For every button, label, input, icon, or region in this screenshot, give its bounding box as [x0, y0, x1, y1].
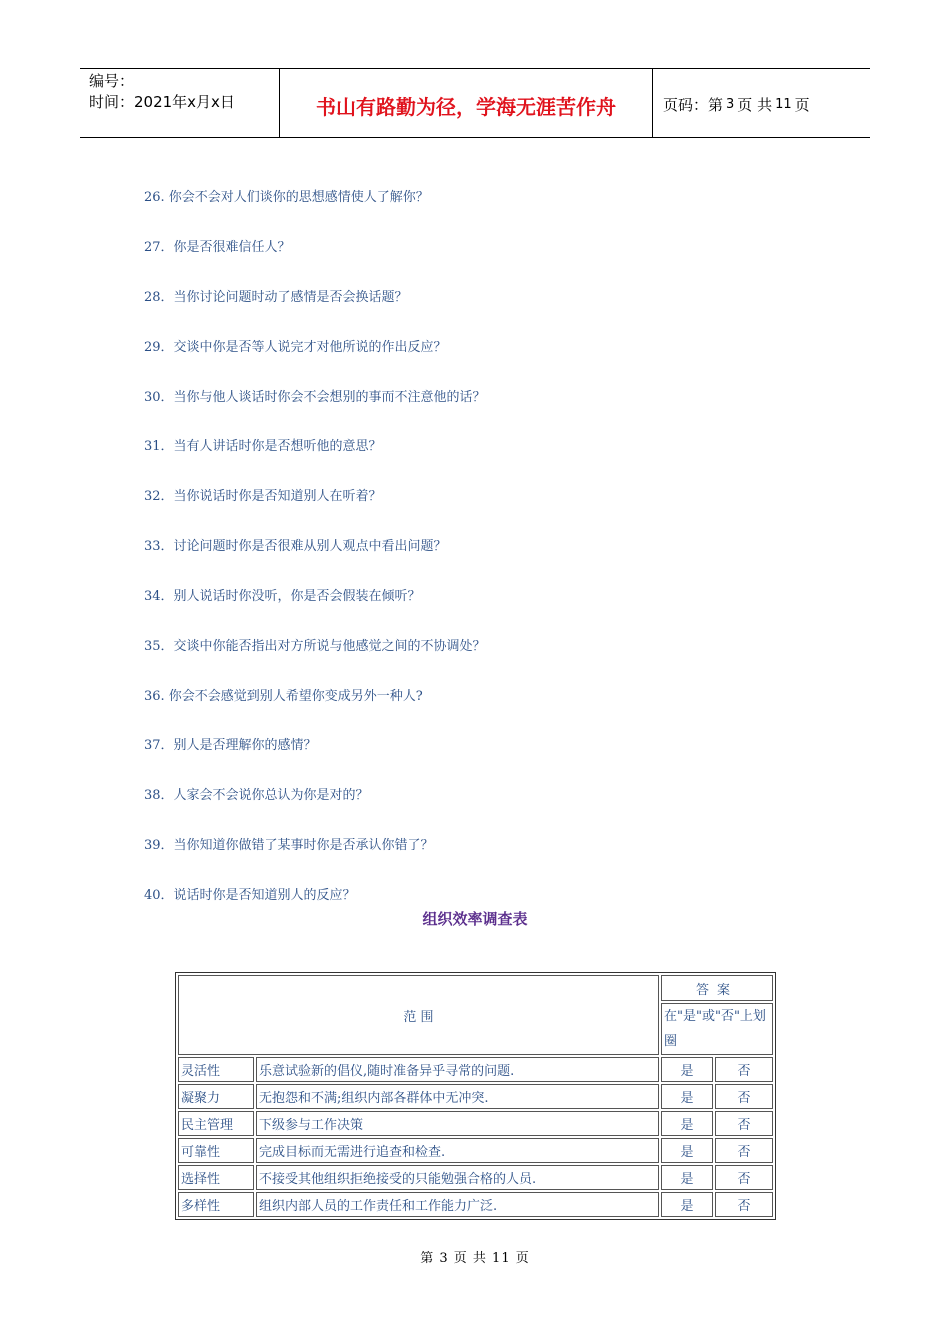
row-category: 民主管理	[178, 1111, 254, 1136]
no-option[interactable]: 否	[715, 1165, 773, 1190]
table-row	[178, 1138, 773, 1163]
no-option[interactable]: 否	[715, 1057, 773, 1082]
page-suffix: 页	[794, 95, 810, 114]
survey-title: 组织效率调查表	[422, 910, 528, 928]
row-description: 完成目标而无需进行追查和检查.	[256, 1138, 659, 1163]
row-description: 下级参与工作决策	[256, 1111, 659, 1136]
question-30: 30．当你与他人谈话时你会不会想别的事而不注意他的话？	[144, 390, 486, 405]
row-category: 凝聚力	[178, 1084, 254, 1109]
no-option[interactable]: 否	[715, 1138, 773, 1163]
question-38: 38．人家会不会说你总认为你是对的？	[144, 788, 369, 803]
question-31: 31．当有人讲话时你是否想听他的意思？	[144, 439, 382, 454]
question-33: 33．讨论问题时你是否很难从别人观点中看出问题？	[144, 539, 447, 554]
page-mid: 页 共	[737, 95, 773, 114]
row-category: 可靠性	[178, 1138, 254, 1163]
question-28: 28．当你讨论问题时动了感情是否会换话题？	[144, 290, 408, 305]
row-description: 乐意试验新的倡仪,随时准备异乎寻常的问题.	[256, 1057, 659, 1082]
answer-note: 在"是"或"否"上划圈	[661, 1003, 773, 1055]
code-label: 编号：	[89, 72, 135, 90]
table-row	[178, 1084, 773, 1109]
row-description: 组织内部人员的工作责任和工作能力广泛.	[256, 1192, 659, 1217]
question-40: 40．说话时你是否知道别人的反应？	[144, 888, 356, 903]
page-prefix: 页码：第	[663, 95, 724, 114]
header-page-info	[653, 69, 870, 137]
time-label: 时间：2021年x月x日	[89, 93, 235, 111]
yes-option[interactable]: 是	[661, 1084, 713, 1109]
table-row	[178, 1192, 773, 1217]
yes-option[interactable]: 是	[661, 1111, 713, 1136]
question-26: 26. 你会不会对人们谈你的思想感情使人了解你？	[144, 190, 429, 205]
header-motto: 书山有路勤为径，学海无涯苦作舟	[280, 69, 653, 137]
page-footer: 第 3 页 共 11 页	[420, 1251, 530, 1266]
row-category: 灵活性	[178, 1057, 254, 1082]
header-meta	[80, 69, 280, 137]
range-header: 范 围	[178, 975, 659, 1055]
question-32: 32．当你说话时你是否知道别人在听着？	[144, 489, 382, 504]
row-category: 选择性	[178, 1165, 254, 1190]
page-header	[80, 68, 870, 138]
no-option[interactable]: 否	[715, 1084, 773, 1109]
table-row	[178, 1165, 773, 1190]
yes-option[interactable]: 是	[661, 1165, 713, 1190]
table-row	[178, 1111, 773, 1136]
table-row	[178, 1057, 773, 1082]
no-option[interactable]: 否	[715, 1192, 773, 1217]
no-option[interactable]: 否	[715, 1111, 773, 1136]
yes-option[interactable]: 是	[661, 1138, 713, 1163]
yes-option[interactable]: 是	[661, 1192, 713, 1217]
question-36: 36. 你会不会感觉到别人希望你变成另外一种人?	[144, 689, 423, 704]
row-category: 多样性	[178, 1192, 254, 1217]
question-34: 34．别人说话时你没听，你是否会假装在倾听？	[144, 589, 421, 604]
survey-table	[175, 972, 776, 1220]
page-current: 3	[726, 96, 735, 112]
question-37: 37．别人是否理解你的感情？	[144, 738, 317, 753]
question-35: 35．交谈中你能否指出对方所说与他感觉之间的不协调处？	[144, 639, 486, 654]
row-description: 不接受其他组织拒绝接受的只能勉强合格的人员.	[256, 1165, 659, 1190]
answer-header: 答案	[661, 975, 773, 1001]
row-description: 无抱怨和不满;组织内部各群体中无冲突.	[256, 1084, 659, 1109]
question-39: 39．当你知道你做错了某事时你是否承认你错了？	[144, 838, 434, 853]
page-total: 11	[775, 96, 792, 112]
yes-option[interactable]: 是	[661, 1057, 713, 1082]
question-27: 27．你是否很难信任人？	[144, 240, 291, 255]
question-29: 29．交谈中你是否等人说完才对他所说的作出反应？	[144, 340, 447, 355]
